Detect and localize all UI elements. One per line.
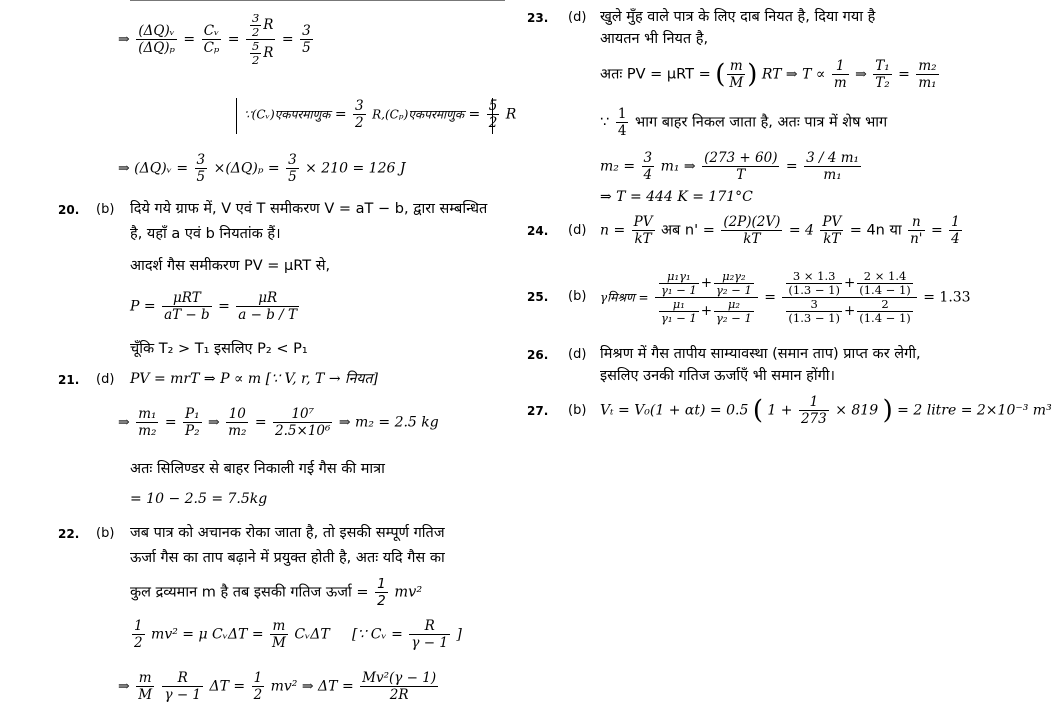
q22-text3: कुल द्रव्यमान m है तब इसकी गतिज ऊर्जा = $\frac{1}{2}$ mv² [130, 576, 423, 609]
q25-equation: γमिश्रण = $\frac{\text{μ₁γ₁}}{\text{γ₁ − 1}}$ + $\frac{\text{μ₂γ₂}}{\text{γ₂ − 1}}$ $\frac{\text{μ₁}}{\text{γ₁ − 1}}$ + $\frac{\text{μ₂}}{\text{γ₂ − 1}}$ = $\frac{3 \times 1.3}{(1.3 - 1)}$ + $\frac{2 \times 1.4}{(1.4 - 1)}$ $\frac{3}{(1.3 - 1)}$ + $\frac{2}{(1.4 - 1)}$ = 1.33 [600, 269, 971, 325]
q22-text1: जब पात्र को अचानक रोका जाता है, तो इसकी सम्पूर्ण गतिज [130, 525, 445, 541]
q19-compound-frac: $\frac{3}{2}$ R $\frac{5}{2}$ R [246, 12, 276, 67]
q19-cv-cp-frac: $\frac{\text{Cᵥ}}{\text{Cₚ}}$ [203, 23, 220, 56]
q22-eq2: ⇒ $\frac{m}{M}$ $\frac{R}{\gamma - 1}$ ΔT = $\frac{1}{2}$ mv² ⇒ ΔT = $\frac{\text{Mv²(γ − 1)}}{2R}$ [118, 670, 437, 703]
q21-number: 21. [58, 373, 80, 387]
q27-number: 27. [527, 404, 549, 418]
q23-text2: आयतन भी नियत है, [600, 31, 709, 47]
q24-number: 24. [527, 224, 549, 238]
q27-option: (b) [568, 403, 587, 418]
q25-option: (b) [568, 289, 587, 304]
q20-text3: आदर्श गैस समीकरण PV = μRT से, [130, 258, 331, 274]
q23-option: (d) [568, 10, 587, 25]
q23-eq1: अतः PV = μRT = ( $\frac{m}{M}$ ) RT ⇒ T ∝ $\frac{1}{m}$ ⇒ $\frac{\text{T₁}}{\text{T₂}}$ = $\frac{\text{m₂}}{\text{m₁}}$ [600, 58, 937, 91]
q22-eq1: $\frac{1}{2}$ mv² = μ CᵥΔT = $\frac{m}{M}$ CᵥΔT [∵ Cᵥ = $\frac{R}{\gamma - 1}$ ] [134, 618, 462, 651]
q20-equation: P = μRT aT − b = $\frac{\mu R}{a - b / T}$ [130, 290, 298, 323]
q26-number: 26. [527, 348, 549, 362]
q19-line1: ⇒ $\frac{\text{(ΔQ)ᵥ}}{\text{(ΔQ)ₚ}}$ = $\frac{\text{Cᵥ}}{\text{Cₚ}}$ = $\frac{3}{2}$ R $\frac{5}{2}$ R = $\frac{3}{5}$ [118, 11, 311, 67]
q21-result: = 10 − 2.5 = 7.5kg [130, 491, 268, 507]
q21-line2: ⇒ $\frac{\text{m₁}}{\text{m₂}}$ = $\frac{\text{P₁}}{\text{P₂}}$ ⇒ $\frac{10}{\text{m₂}}$ = $\frac{\text{10⁷}}{\text{2.5×10⁶}}$ ⇒ m₂ = 2.5 kg [118, 406, 439, 439]
q21-line1: PV = mrT ⇒ P ∝ m [∵ V, r, T → नियत] [130, 371, 378, 387]
q19-line2: ∵(Cᵥ)एकपरमाणुक = $\frac{3}{2}$ R,(Cₚ)एकपरमाणुक = $\frac{5}{2}$ R [244, 98, 517, 131]
q19-line3: ⇒ (ΔQ)ᵥ = $\frac{3}{5}$ ×(ΔQ)ₚ = $\frac{3}{5}$ × 210 = 126 J [118, 152, 406, 185]
q19-result-frac: $\frac{3}{5}$ [302, 23, 311, 56]
q20-number: 20. [58, 203, 80, 217]
top-rule [130, 0, 505, 1]
q20-text4: चूँकि T₂ > T₁ इसलिए P₂ < P₁ [130, 341, 308, 357]
q23-line2: ∵ $\frac{1}{4}$ भाग बाहर निकल जाता है, अतः पात्र में शेष भाग [600, 106, 888, 139]
q21-option: (d) [96, 372, 115, 387]
q24-equation: n = $\frac{PV}{kT}$ अब n' = $\frac{(2P)(2V)}{kT}$ = 4 $\frac{PV}{kT}$ = 4n या $\frac{n}{n'}$ = $\frac{1}{4}$ [600, 214, 960, 247]
q20-text1: दिये गये ग्राफ में, V एवं T समीकरण V = aT − b, द्वारा सम्बन्धित [130, 201, 488, 217]
q26-text1: मिश्रण में गैस तापीय साम्यावस्था (समान ताप) प्राप्त कर लेगी, [600, 346, 921, 362]
q23-line3: m₂ = $\frac{3}{4}$ m₁ ⇒ $\frac{(273 + 60)}{T}$ = $\frac{\text{3 / 4 m₁}}{\text{m₁}}$ [600, 150, 859, 183]
q21-text: अतः सिलिण्डर से बाहर निकाली गई गैस की मात्रा [130, 461, 385, 477]
q27-equation: Vₜ = V₀(1 + αt) = 0.5 ( 1 + $\frac{1}{273}$ × 819 ) = 2 litre = 2×10⁻³ m³ [600, 394, 1052, 427]
q23-number: 23. [527, 11, 549, 25]
q23-text1: खुले मुँह वाले पात्र के लिए दाब नियत है, दिया गया है [600, 9, 876, 25]
q20-text2: है, यहाँ a एवं b नियतांक हैं। [130, 226, 281, 242]
q20-option: (b) [96, 202, 115, 217]
q25-number: 25. [527, 290, 549, 304]
q23-line4: ⇒ T = 444 K = 171°C [600, 189, 753, 205]
q22-text2: ऊर्जा गैस का ताप बढ़ाने में प्रयुक्त होती है, अतः यदि गैस का [130, 550, 445, 566]
q22-number: 22. [58, 527, 80, 541]
q22-option: (b) [96, 526, 115, 541]
q26-option: (d) [568, 347, 587, 362]
q24-option: (d) [568, 223, 587, 238]
q26-text2: इसलिए उनकी गतिज ऊर्जाएँ भी समान होंगी। [600, 368, 836, 384]
q19-ratio-frac: $\frac{\text{(ΔQ)ᵥ}}{\text{(ΔQ)ₚ}}$ [138, 23, 175, 56]
